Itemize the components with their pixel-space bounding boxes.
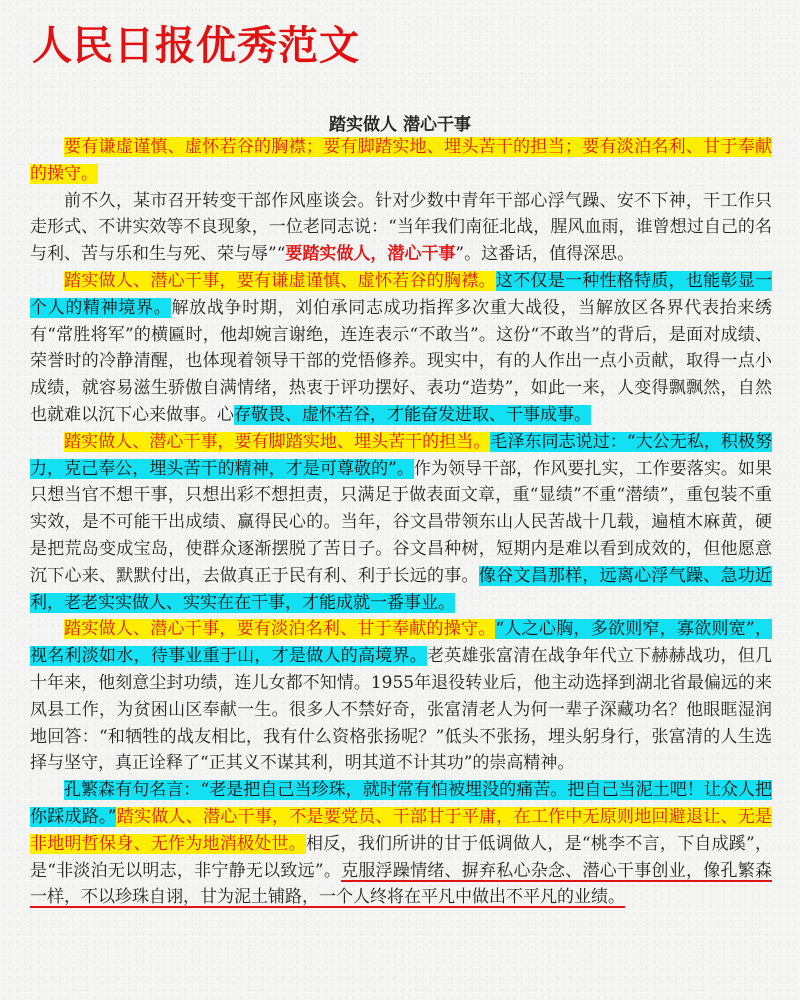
paragraph-1 [30,188,772,268]
highlight-cyan: 毛泽东同志说过：“大公无私，积极努力，克己奉公，埋头苦干的精神，才是可尊敬的”。 [30,431,772,479]
paragraph-intro [30,134,772,188]
body-text: 前不久，某市召开转变干部作风座谈会。针对少数中青年干部心浮气躁、安不下神，干工作只走形式、不讲实效等不良现象，一位老同志说：“当年我们南征北战，腥风血雨，谁曾想过自己的名与利、苦与乐和生与死、荣与辱”“ [30,190,772,265]
page-title: 人民日报优秀范文 [32,23,360,69]
article-body [30,134,772,911]
article-title: 踏实做人 潜心干事 [329,115,471,135]
body-text: 老英雄张富清在战争年代立下赫赫战功，但几十年来，他刻意尘封功绩，连儿女都不知情。1955年退役转业后，他主动选择到湖北省最偏远的来凤县工作，为贫困山区奉献一生。很多人不禁好奇，张富清老人为何一辈子深藏功名？他眼眶湿润地回答：“和牺牲的战友相比，我有什么资格张扬呢？”低头不张扬，埋头躬身行，张富清的人生选择与坚守，真正诠释了“正其义不谋其利，明其道不计其功”的崇高精神。 [30,646,773,774]
body-text: 解放战争时期，刘伯承同志成功指挥多次重大战役，当解放区各界代表抬来绣有“常胜将军”的横匾时，他却婉言谢绝，连连表示“不敢当”。这份“不敢当”的背后，是面对成绩、荣誉时的冷静清醒，也体现着领导干部的党悟修养。现实中，有的人作出一点小贡献，取得一点小成绩，就容易滋生骄傲自满情绪，热衷于评功摆好、表功“造势”，如此一来，人变得飘飘然，自然也就难以沉下心来做事。心 [30,297,773,425]
underline-red: 克服浮躁情绪、摒弃私心杂念、潜心干事创业，像孔繁森一样，不以珍珠自诩，甘为泥土铺路，一个人终将在平凡中做出不平凡的业绩。 [30,860,772,908]
body-text: ”。这番话，值得深思。 [455,244,635,265]
highlight-cyan: 这不仅是一种性格特质，也能彰显一个人的精神境界。 [30,270,772,318]
paragraph-5 [30,777,772,911]
paragraph-3 [30,429,772,617]
body-text: 相反，我们所讲的甘于低调做人，是“桃李不言，下自成蹊”，是“非淡泊无以明志，非宁静无以致远”。 [30,833,772,881]
highlight-cyan: 存敬畏、虚怀若谷，才能奋发进取、干事成事。 [234,404,591,425]
highlight-yellow: 踏实做人、潜心干事，不是要党员、干部甘于平庸，在工作中无原则地回避退让、无是非地明哲保身、无作为地消极处世。 [30,806,772,854]
highlight-cyan: “人之心胸，多欲则窄，寡欲则宽”，视名利淡如水，待事业重于山，才是做人的高境界。 [30,619,772,667]
highlight-cyan: 像谷文昌那样，远离心浮气躁、急功近利，老老实实做人、实实在在干事，才能成就一番事业。 [30,565,773,613]
body-text: 作为领导干部，作风要扎实，工作要落实。如果只想当官不想干事，只想出彩不想担责，只满足于做表面文章，重“显绩”不重“潜绩”，重包装不重实效，是不可能干出成绩、赢得民心的。当年，谷文昌带领东山人民苦战十几载，遍植木麻黄，硬是把荒岛变成宝岛，使群众逐渐摆脱了苦日子。谷文昌种树，短期内是难以看到成效的，但他愿意沉下心来、默默付出，去做真正于民有利、利于长远的事。 [30,458,772,586]
emphasis-red: 要踏实做人，潜心干事 [285,244,456,265]
highlight-yellow: 踏实做人、潜心干事，要有谦虚谨慎、虚怀若谷的胸襟。 [64,270,496,291]
highlight-yellow: 要有谦虚谨慎、虚怀若谷的胸襟；要有脚踏实地、埋头苦干的担当；要有淡泊名利、甘于奉献的操守。 [30,137,772,184]
paragraph-2 [30,268,772,429]
paragraph-4 [30,616,772,777]
highlight-yellow: 踏实做人、潜心干事，要有淡泊名利、甘于奉献的操守。 [64,619,496,640]
highlight-cyan: 孔繁森有句名言：“老是把自己当珍珠，就时常有怕被埋没的痛苦。把自己当泥土吧！让众人把你踩成路。” [30,780,772,827]
highlight-yellow: 踏实做人、潜心干事，要有脚踏实地、埋头苦干的担当。 [64,431,491,452]
